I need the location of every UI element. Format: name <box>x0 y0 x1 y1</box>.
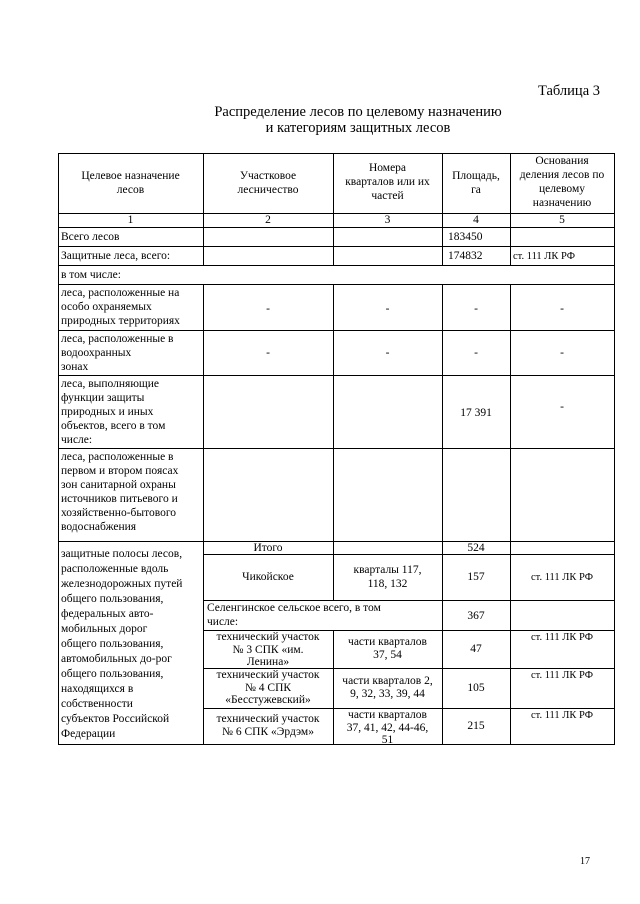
area-sub-6: 215 <box>467 720 485 732</box>
quarters-sub-6: части кварталов 37, 41, 42, 44-46, 51 <box>346 709 429 746</box>
area-total-forests: 183450 <box>448 231 483 243</box>
column-number: 1 <box>127 214 134 226</box>
column-number: 5 <box>559 214 565 226</box>
dash-cell: - <box>266 303 270 315</box>
area-itogo: 524 <box>467 542 485 554</box>
table-line <box>58 541 615 542</box>
area-chikoy: 157 <box>467 571 485 583</box>
sub-district-6: технический участок № 6 СПК «Эрдэм» <box>216 713 320 738</box>
district-selenga: Селенгинское сельское всего, в том числе: <box>207 602 381 628</box>
dash-cell: - <box>474 347 478 359</box>
basis-protective-total: ст. 111 ЛК РФ <box>513 251 576 262</box>
district-chikoy: Чикойское <box>242 571 294 583</box>
basis-protective-functions: - <box>560 401 564 413</box>
table-line <box>58 265 615 266</box>
itogo-label: Итого <box>253 542 283 554</box>
row-label-water-protection: леса, расположенные в водоохранных зонах <box>61 333 174 373</box>
page-number: 17 <box>580 856 590 867</box>
area-protective-total: 174832 <box>448 250 483 262</box>
table-line <box>58 246 615 247</box>
dash-cell: - <box>474 303 478 315</box>
row-label-protective-total: Защитные леса, всего: <box>61 250 171 262</box>
dash-cell: - <box>560 347 564 359</box>
column-header-basis: Основания деления лесов по целевому назначению <box>519 155 605 209</box>
table-line <box>58 227 615 228</box>
basis-sub-6: ст. 111 ЛК РФ <box>530 710 593 721</box>
row-label-protective-functions: леса, выполняющие функции защиты природных и иных объектов, всего в том числе: <box>61 378 166 446</box>
quarters-sub-4: части кварталов 2, 9, 32, 33, 39, 44 <box>342 675 433 700</box>
row-label-protected-areas: леса, расположенные на особо охраняемых природных территориях <box>61 287 180 327</box>
area-sub-3: 47 <box>470 643 482 655</box>
area-sub-4: 105 <box>467 682 485 694</box>
row-label-sanitary-zones: леса, расположенные в первом и втором поясах зон санитарной охраны источников питьевого и хозяйственно-бытового водоснабжения <box>61 451 179 533</box>
table-line <box>58 153 59 745</box>
quarters-sub-3: части кварталов 37, 54 <box>348 636 427 661</box>
column-header-purpose: Целевое назначение лесов <box>81 170 180 196</box>
sub-district-3: технический участок № 3 СПК «им. Ленина» <box>216 631 320 668</box>
table-line <box>58 375 615 376</box>
column-number: 4 <box>473 214 479 226</box>
dash-cell: - <box>560 303 564 315</box>
table-label: Таблица 3 <box>537 83 600 99</box>
basis-sub-3: ст. 111 ЛК РФ <box>530 632 593 643</box>
dash-cell: - <box>385 303 390 315</box>
row-label-total-forests: Всего лесов <box>61 231 120 243</box>
row-label-including: в том числе: <box>61 269 121 281</box>
dash-cell: - <box>266 347 270 359</box>
table-line <box>58 448 615 449</box>
table-line <box>333 284 334 600</box>
quarters-chikoy: кварталы 117, 118, 132 <box>353 564 422 590</box>
area-protective-functions: 17 391 <box>460 407 492 419</box>
basis-chikoy: ст. 111 ЛК РФ <box>530 572 593 583</box>
table-line <box>58 330 615 331</box>
column-number: 3 <box>384 214 391 226</box>
column-number: 2 <box>265 214 271 226</box>
table-title-line2: и категориям защитных лесов <box>265 120 451 136</box>
basis-sub-4: ст. 111 ЛК РФ <box>530 670 593 681</box>
area-selenga: 367 <box>467 610 485 622</box>
table-title-line1: Распределение лесов по целевому назначению <box>214 104 502 120</box>
sub-district-4: технический участок № 4 СПК «Бесстужевский» <box>216 669 320 706</box>
table-line <box>614 153 615 745</box>
table-line <box>58 284 615 285</box>
dash-cell: - <box>385 347 390 359</box>
column-header-quarters: Номера кварталов или их частей <box>345 162 430 202</box>
column-header-district: Участковое лесничество <box>237 170 299 196</box>
row-label-protective-strips: защитные полосы лесов, расположенные вдоль железнодорожных путей общего пользования, федеральных авто- мобильных дорог общего пользования, автомобильных до-рог общего пользования, находящихся в собственности субъектов Российской Федерации <box>61 548 183 740</box>
column-header-area: Площадь, га <box>452 170 500 196</box>
